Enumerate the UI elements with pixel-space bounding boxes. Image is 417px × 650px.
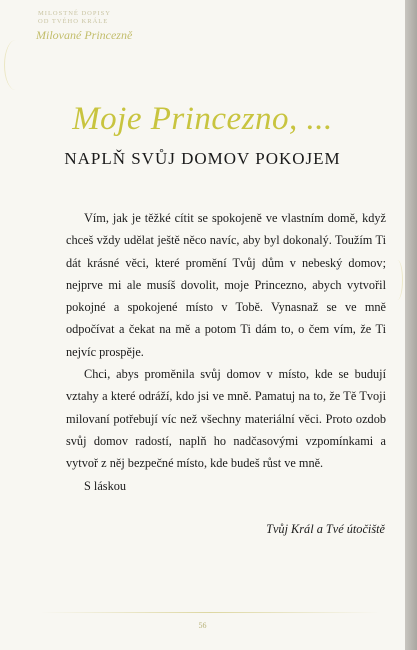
- page-title: Moje Princezno, ...: [72, 101, 333, 137]
- header-script: Milované Princezně: [36, 28, 133, 42]
- running-header: [38, 10, 132, 43]
- page-subtitle: NAPLŇ SVŮJ DOMOV POKOJEM: [64, 149, 341, 168]
- decorative-flourish-right: [392, 260, 403, 300]
- book-spine-edge: [405, 0, 417, 650]
- paragraph-2: Chci, abys proměnila svůj domov v místo, kde se budují vztahy a které odráží, kdo jsi ve mně. Pamatuj na to, že Tě Tvoji milovaní potřebují víc než všechny materiální věci. Proto ozdob svůj domov radostí, naplň ho nadčasovými vzpomínkami a vytvoř z něj bezpečné místo, kde budeš růst ve mně.: [66, 367, 386, 471]
- paragraph-1: Vím, jak je těžké cítit se spokojeně ve vlastním domě, když chceš vždy udělat ještě něco navíc, aby byl dokonalý. Toužím Ti dát krásné věci, které promění Tvůj dům v nebeský domov; nejprve mi ale musíš dovolit, moje Princezno, abych vytvořil pokojné a spokojené místo v Tobě. Vynasnaž se ve mně odpočívat a čekat na mě a potom Ti dám to, o čem vím, že Ti nejvíc prospěje.: [66, 211, 386, 359]
- decorative-flourish: [4, 40, 27, 90]
- letter-body: [66, 207, 386, 497]
- footer-rule: [40, 612, 380, 613]
- closing: S láskou: [84, 478, 127, 493]
- header-line-2: OD TVÉHO KRÁLE: [38, 18, 109, 25]
- page-number: 56: [198, 621, 207, 630]
- header-line-1: MILOSTNÉ DOPISY: [38, 10, 111, 17]
- signature: Tvůj Král a Tvé útočiště: [266, 522, 385, 536]
